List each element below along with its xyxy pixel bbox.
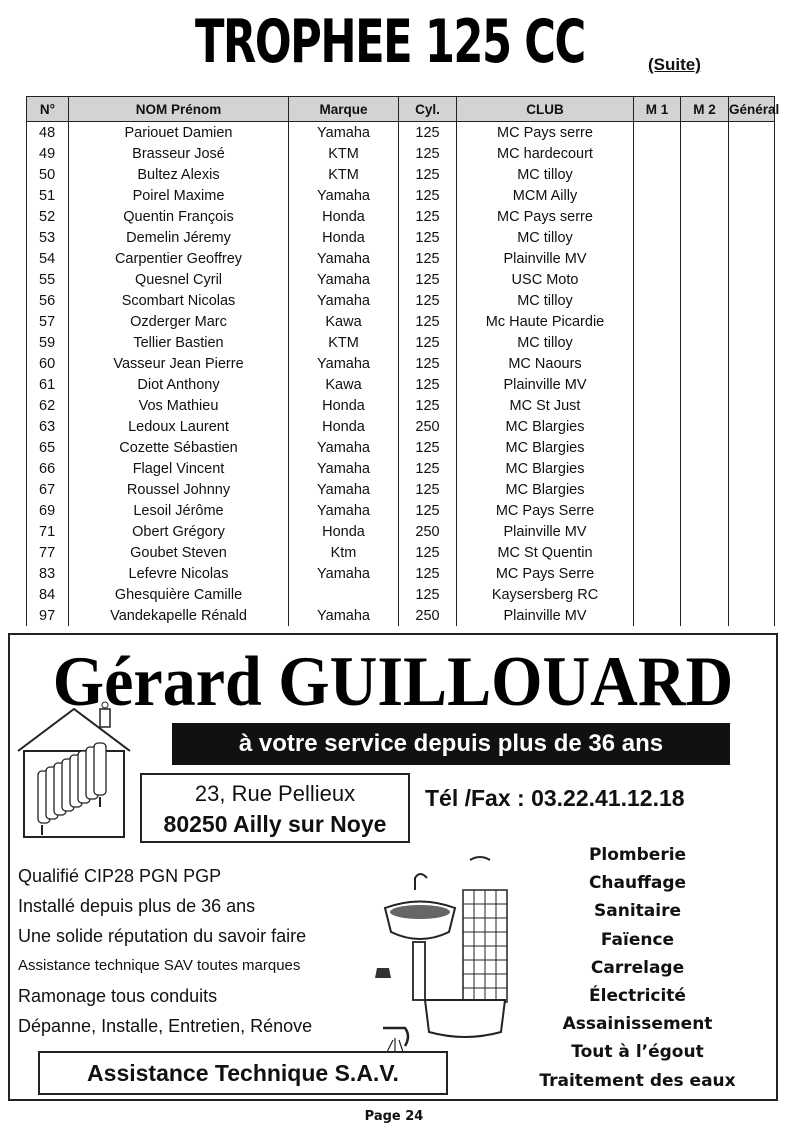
cell-num: 59 xyxy=(27,332,69,353)
cell-num: 65 xyxy=(27,437,69,458)
cell-m2 xyxy=(681,122,729,144)
cell-name: Scombart Nicolas xyxy=(69,290,289,311)
service-item: Plomberie xyxy=(588,845,687,865)
cell-general xyxy=(729,269,775,290)
table-row xyxy=(27,164,775,185)
cell-general xyxy=(729,311,775,332)
cell-name: Vos Mathieu xyxy=(69,395,289,416)
cell-name: Roussel Johnny xyxy=(69,479,289,500)
cell-name: Lefevre Nicolas xyxy=(69,563,289,584)
cell-num: 50 xyxy=(27,164,69,185)
cell-name: Quentin François xyxy=(69,206,289,227)
cell-cyl: 125 xyxy=(399,542,457,563)
cell-m1 xyxy=(634,584,681,605)
cell-cyl: 125 xyxy=(399,374,457,395)
cell-m1 xyxy=(634,563,681,584)
page-subtitle: (Suite) xyxy=(648,55,701,74)
cell-m1 xyxy=(634,374,681,395)
cell-m2 xyxy=(681,416,729,437)
table-row xyxy=(27,521,775,542)
service-item: Assainissement xyxy=(562,1014,713,1035)
cell-name: Poirel Maxime xyxy=(69,185,289,206)
qualification-item: Ramonage tous conduits xyxy=(18,986,218,1006)
table-row xyxy=(27,458,775,479)
cell-m2 xyxy=(681,563,729,584)
cell-club: Kaysersberg RC xyxy=(457,584,634,605)
cell-num: 54 xyxy=(27,248,69,269)
cell-name: Brasseur José xyxy=(69,143,289,164)
cell-brand: Yamaha xyxy=(289,479,399,500)
cell-cyl: 250 xyxy=(399,605,457,626)
cell-num: 55 xyxy=(27,269,69,290)
table-row xyxy=(27,479,775,500)
cell-m1 xyxy=(634,542,681,563)
cell-brand: Honda xyxy=(289,395,399,416)
table-row xyxy=(27,290,775,311)
cell-m1 xyxy=(634,269,681,290)
cell-general xyxy=(729,206,775,227)
cell-brand: Yamaha xyxy=(289,437,399,458)
table-row xyxy=(27,143,775,164)
service-item: Chauffage xyxy=(588,873,687,894)
cell-cyl: 125 xyxy=(399,395,457,416)
cell-num: 84 xyxy=(27,584,69,605)
services-list xyxy=(505,841,770,1095)
cell-m1 xyxy=(634,122,681,144)
address-city: 80250 Ailly sur Noye xyxy=(163,811,387,837)
column-header-m1: M 1 xyxy=(634,97,681,122)
cell-cyl: 125 xyxy=(399,332,457,353)
column-header-m2: M 2 xyxy=(681,97,729,122)
cell-name: Vandekapelle Rénald xyxy=(69,605,289,626)
table-row xyxy=(27,353,775,374)
cell-num: 97 xyxy=(27,605,69,626)
cell-club: MC Naours xyxy=(457,353,634,374)
cell-num: 52 xyxy=(27,206,69,227)
cell-cyl: 125 xyxy=(399,227,457,248)
cell-m1 xyxy=(634,227,681,248)
address-box xyxy=(140,773,410,843)
house-radiator-icon xyxy=(14,701,134,839)
cell-club: MC Pays serre xyxy=(457,122,634,144)
service-item: Tout à l’égout xyxy=(571,1042,704,1063)
cell-name: Flagel Vincent xyxy=(69,458,289,479)
cell-brand: Honda xyxy=(289,227,399,248)
phone-number: Tél /Fax : 03.22.41.12.18 xyxy=(425,785,685,811)
cell-cyl: 125 xyxy=(399,479,457,500)
cell-m2 xyxy=(681,143,729,164)
cell-m2 xyxy=(681,311,729,332)
cell-name: Diot Anthony xyxy=(69,374,289,395)
cell-m2 xyxy=(681,374,729,395)
cell-name: Lesoil Jérôme xyxy=(69,500,289,521)
cell-club: Mc Haute Picardie xyxy=(457,311,634,332)
column-header-name: NOM Prénom xyxy=(69,97,289,122)
column-header-general: Général xyxy=(729,97,775,122)
cell-name: Obert Grégory xyxy=(69,521,289,542)
cell-club: MC tilloy xyxy=(457,164,634,185)
cell-club: MC Blargies xyxy=(457,437,634,458)
table-header-row xyxy=(27,97,775,122)
cell-m2 xyxy=(681,521,729,542)
cell-general xyxy=(729,248,775,269)
table-row xyxy=(27,185,775,206)
cell-num: 63 xyxy=(27,416,69,437)
cell-m2 xyxy=(681,185,729,206)
cell-name: Cozette Sébastien xyxy=(69,437,289,458)
cell-brand: Honda xyxy=(289,521,399,542)
cell-brand: Yamaha xyxy=(289,290,399,311)
cell-general xyxy=(729,521,775,542)
cell-m1 xyxy=(634,521,681,542)
table-row xyxy=(27,395,775,416)
page-number: Page 24 xyxy=(364,1109,424,1124)
cell-name: Ozderger Marc xyxy=(69,311,289,332)
cell-cyl: 125 xyxy=(399,269,457,290)
cell-num: 77 xyxy=(27,542,69,563)
cell-brand xyxy=(289,584,399,605)
cell-brand: Yamaha xyxy=(289,458,399,479)
cell-general xyxy=(729,458,775,479)
cell-cyl: 125 xyxy=(399,122,457,144)
qualifications-list xyxy=(18,861,378,1041)
cell-m1 xyxy=(634,437,681,458)
cell-m1 xyxy=(634,311,681,332)
cell-brand: KTM xyxy=(289,332,399,353)
cell-m1 xyxy=(634,395,681,416)
cell-m2 xyxy=(681,269,729,290)
cell-general xyxy=(729,437,775,458)
cell-m2 xyxy=(681,605,729,626)
cell-club: MC tilloy xyxy=(457,290,634,311)
cell-num: 48 xyxy=(27,122,69,144)
cell-cyl: 125 xyxy=(399,458,457,479)
table-row xyxy=(27,500,775,521)
cell-brand: Kawa xyxy=(289,374,399,395)
cell-brand: Yamaha xyxy=(289,353,399,374)
cell-club: MC St Just xyxy=(457,395,634,416)
cell-name: Vasseur Jean Pierre xyxy=(69,353,289,374)
service-item: Carrelage xyxy=(590,957,685,978)
qualification-item: Qualifié CIP28 PGN PGP xyxy=(18,866,222,886)
cell-brand: KTM xyxy=(289,143,399,164)
cell-m1 xyxy=(634,206,681,227)
table-row xyxy=(27,374,775,395)
address-street: 23, Rue Pellieux xyxy=(194,781,356,806)
cell-m2 xyxy=(681,584,729,605)
bathroom-fixtures-icon xyxy=(365,850,515,1055)
company-name: Gérard GUILLOUARD xyxy=(52,643,734,721)
cell-club: MC Pays serre xyxy=(457,206,634,227)
cell-num: 83 xyxy=(27,563,69,584)
cell-cyl: 125 xyxy=(399,500,457,521)
cell-m2 xyxy=(681,479,729,500)
cell-m2 xyxy=(681,542,729,563)
cell-cyl: 125 xyxy=(399,185,457,206)
cell-m1 xyxy=(634,353,681,374)
cell-brand: Yamaha xyxy=(289,248,399,269)
cell-num: 56 xyxy=(27,290,69,311)
cell-general xyxy=(729,605,775,626)
cell-cyl: 125 xyxy=(399,311,457,332)
cell-club: MC Pays Serre xyxy=(457,500,634,521)
cell-brand: KTM xyxy=(289,164,399,185)
cell-cyl: 125 xyxy=(399,248,457,269)
qualification-item: Assistance technique SAV toutes marques xyxy=(18,957,301,974)
cell-general xyxy=(729,122,775,144)
table-row xyxy=(27,122,775,144)
cell-m1 xyxy=(634,164,681,185)
table-row xyxy=(27,206,775,227)
service-item: Électricité xyxy=(589,986,686,1007)
cell-num: 69 xyxy=(27,500,69,521)
cell-cyl: 125 xyxy=(399,206,457,227)
cell-club: MC tilloy xyxy=(457,227,634,248)
cell-club: MCM Ailly xyxy=(457,185,634,206)
cell-cyl: 125 xyxy=(399,290,457,311)
cell-general xyxy=(729,416,775,437)
cell-brand: Yamaha xyxy=(289,605,399,626)
cell-brand: Yamaha xyxy=(289,269,399,290)
cell-brand: Ktm xyxy=(289,542,399,563)
cell-m2 xyxy=(681,332,729,353)
cell-m2 xyxy=(681,290,729,311)
service-item: Traitement des eaux xyxy=(539,1070,736,1091)
cell-general xyxy=(729,500,775,521)
table-row xyxy=(27,605,775,626)
cell-general xyxy=(729,563,775,584)
qualification-item: Une solide réputation du savoir faire xyxy=(18,926,307,946)
column-header-club: CLUB xyxy=(457,97,634,122)
cell-general xyxy=(729,227,775,248)
cell-club: Plainville MV xyxy=(457,521,634,542)
cell-club: USC Moto xyxy=(457,269,634,290)
cell-m2 xyxy=(681,500,729,521)
company-slogan: à votre service depuis plus de 36 ans xyxy=(172,723,730,765)
cell-m2 xyxy=(681,227,729,248)
cell-num: 53 xyxy=(27,227,69,248)
cell-general xyxy=(729,290,775,311)
cell-m1 xyxy=(634,248,681,269)
cell-num: 62 xyxy=(27,395,69,416)
cell-brand: Honda xyxy=(289,206,399,227)
cell-general xyxy=(729,395,775,416)
cell-cyl: 125 xyxy=(399,437,457,458)
cell-club: Plainville MV xyxy=(457,248,634,269)
cell-brand: Yamaha xyxy=(289,122,399,144)
cell-m2 xyxy=(681,164,729,185)
cell-num: 66 xyxy=(27,458,69,479)
cell-m1 xyxy=(634,458,681,479)
cell-general xyxy=(729,542,775,563)
cell-brand: Yamaha xyxy=(289,185,399,206)
table-row xyxy=(27,248,775,269)
cell-cyl: 125 xyxy=(399,143,457,164)
table-row xyxy=(27,227,775,248)
cell-general xyxy=(729,374,775,395)
cell-m2 xyxy=(681,353,729,374)
cell-m2 xyxy=(681,248,729,269)
cell-name: Demelin Jéremy xyxy=(69,227,289,248)
table-body xyxy=(27,122,775,627)
cell-club: Plainville MV xyxy=(457,605,634,626)
cell-m1 xyxy=(634,500,681,521)
sav-box: Assistance Technique S.A.V. xyxy=(38,1051,448,1095)
cell-cyl: 250 xyxy=(399,521,457,542)
cell-cyl: 125 xyxy=(399,353,457,374)
table-row xyxy=(27,311,775,332)
cell-club: MC hardecourt xyxy=(457,143,634,164)
cell-cyl: 125 xyxy=(399,164,457,185)
column-header-num: N° xyxy=(27,97,69,122)
cell-cyl: 125 xyxy=(399,584,457,605)
column-header-cyl: Cyl. xyxy=(399,97,457,122)
table-row xyxy=(27,542,775,563)
cell-cyl: 125 xyxy=(399,563,457,584)
cell-m2 xyxy=(681,437,729,458)
cell-num: 60 xyxy=(27,353,69,374)
advertisement xyxy=(8,633,778,1101)
cell-name: Tellier Bastien xyxy=(69,332,289,353)
cell-num: 71 xyxy=(27,521,69,542)
cell-m1 xyxy=(634,290,681,311)
cell-m1 xyxy=(634,143,681,164)
cell-general xyxy=(729,584,775,605)
cell-m2 xyxy=(681,206,729,227)
cell-num: 51 xyxy=(27,185,69,206)
table-row xyxy=(27,437,775,458)
cell-num: 57 xyxy=(27,311,69,332)
cell-m1 xyxy=(634,605,681,626)
cell-club: Plainville MV xyxy=(457,374,634,395)
cell-brand: Honda xyxy=(289,416,399,437)
qualification-item: Installé depuis plus de 36 ans xyxy=(18,896,256,916)
cell-name: Goubet Steven xyxy=(69,542,289,563)
cell-name: Ghesquière Camille xyxy=(69,584,289,605)
table-row xyxy=(27,416,775,437)
cell-general xyxy=(729,332,775,353)
cell-brand: Kawa xyxy=(289,311,399,332)
cell-name: Quesnel Cyril xyxy=(69,269,289,290)
table-row xyxy=(27,563,775,584)
service-item: Sanitaire xyxy=(594,901,681,922)
title-block xyxy=(0,0,788,92)
cell-general xyxy=(729,353,775,374)
column-header-brand: Marque xyxy=(289,97,399,122)
cell-num: 67 xyxy=(27,479,69,500)
cell-general xyxy=(729,479,775,500)
cell-m1 xyxy=(634,332,681,353)
cell-m2 xyxy=(681,458,729,479)
cell-num: 49 xyxy=(27,143,69,164)
cell-brand: Yamaha xyxy=(289,563,399,584)
table-row xyxy=(27,269,775,290)
cell-num: 61 xyxy=(27,374,69,395)
cell-name: Pariouet Damien xyxy=(69,122,289,144)
cell-club: MC Blargies xyxy=(457,416,634,437)
service-item: Faïence xyxy=(600,929,675,950)
cell-general xyxy=(729,143,775,164)
cell-name: Bultez Alexis xyxy=(69,164,289,185)
table-row xyxy=(27,332,775,353)
table-row xyxy=(27,584,775,605)
cell-m2 xyxy=(681,395,729,416)
results-table xyxy=(26,96,780,626)
cell-m1 xyxy=(634,416,681,437)
page-title: TROPHEE 125 CC xyxy=(195,7,585,77)
cell-general xyxy=(729,185,775,206)
cell-club: MC St Quentin xyxy=(457,542,634,563)
cell-m1 xyxy=(634,479,681,500)
cell-club: MC tilloy xyxy=(457,332,634,353)
cell-club: MC Blargies xyxy=(457,479,634,500)
cell-name: Carpentier Geoffrey xyxy=(69,248,289,269)
cell-club: MC Blargies xyxy=(457,458,634,479)
cell-club: MC Pays Serre xyxy=(457,563,634,584)
cell-name: Ledoux Laurent xyxy=(69,416,289,437)
cell-cyl: 250 xyxy=(399,416,457,437)
cell-brand: Yamaha xyxy=(289,500,399,521)
qualification-item: Dépanne, Installe, Entretien, Rénove xyxy=(18,1016,313,1036)
cell-m1 xyxy=(634,185,681,206)
cell-general xyxy=(729,164,775,185)
